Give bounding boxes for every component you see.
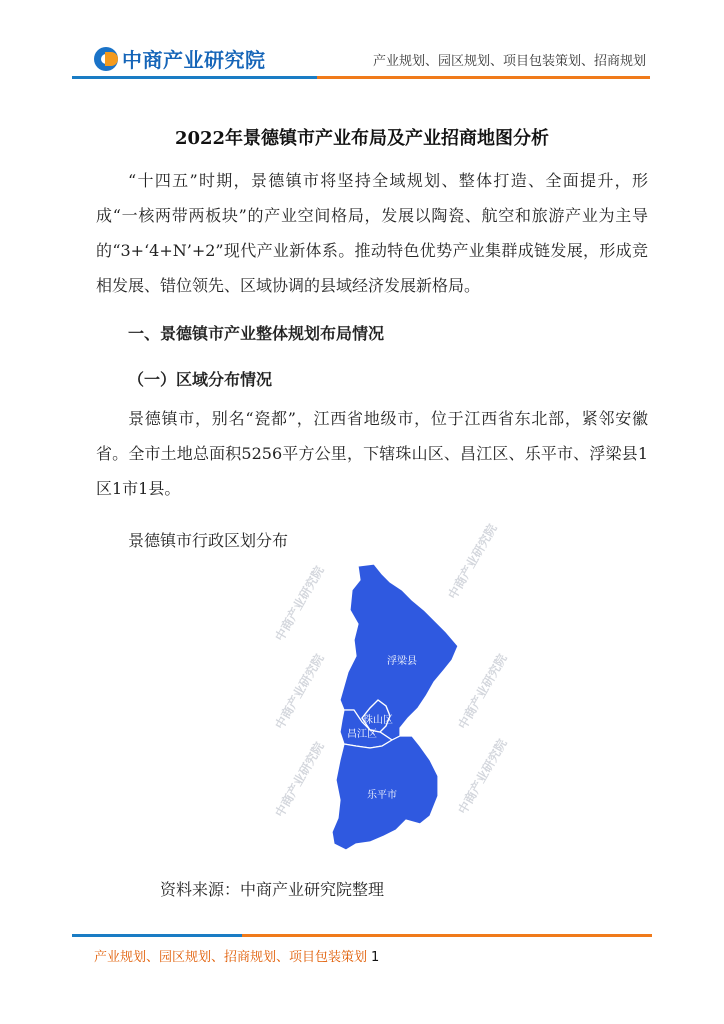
intro-paragraph: “十四五”时期，景德镇市将坚持全域规划、整体打造、全面提升，形成“一核两带两板块”的产业空间格局，发展以陶瓷、航空和旅游产业为主导的“3+‘4+N’+2”现代产业新体系。推动特色优势产业集群成链发展，形成竞相发展、错位领先、区域协调的县域经济发展新格局。: [96, 171, 648, 295]
page-header: [0, 0, 724, 90]
header-tagline: 产业规划、园区规划、项目包装策划、招商规划: [372, 54, 646, 69]
watermark-1: 中商产业研究院: [272, 563, 327, 644]
subsection-heading: （一）区域分布情况: [128, 370, 273, 389]
logo-text: 中商产业研究院: [122, 48, 266, 72]
watermark-6: 中商产业研究院: [455, 736, 510, 817]
section-heading: 一、景德镇市产业整体规划布局情况: [128, 324, 385, 343]
map-caption: 景德镇市行政区划分布: [128, 531, 289, 550]
leping-label: 乐平市: [367, 790, 397, 801]
header-rule-orange: [317, 76, 650, 79]
zhushan-label: 珠山区: [363, 715, 393, 726]
watermark-4: 中商产业研究院: [445, 521, 500, 602]
watermark-3: 中商产业研究院: [272, 739, 327, 820]
footer-rule-blue: [72, 934, 242, 937]
fuliang-county-region: [340, 564, 458, 740]
page-number: 1: [371, 950, 380, 965]
watermark-2: 中商产业研究院: [272, 651, 327, 732]
source-note: 资料来源：中商产业研究院整理: [160, 880, 385, 899]
header-rule-blue: [72, 76, 317, 79]
watermark-5: 中商产业研究院: [455, 651, 510, 732]
page-footer: [94, 946, 379, 965]
body-paragraph: 景德镇市，别名“瓷都”，江西省地级市，位于江西省东北部，紧邻安徽省。全市土地总面积5256平方公里，下辖珠山区、昌江区、乐平市、浮梁县1区1市1县。: [96, 409, 648, 498]
document-title: 2022年景德镇市产业布局及产业招商地图分析: [174, 128, 550, 149]
fuliang-label: 浮梁县: [387, 656, 417, 667]
company-logo: [94, 44, 266, 73]
changjiang-label: 昌江区: [347, 729, 377, 740]
footer-rule-orange: [242, 934, 652, 937]
logo-icon: [94, 47, 118, 71]
footer-text: 产业规划、园区规划、招商规划、项目包装策划: [94, 950, 368, 965]
district-map: [272, 521, 510, 860]
